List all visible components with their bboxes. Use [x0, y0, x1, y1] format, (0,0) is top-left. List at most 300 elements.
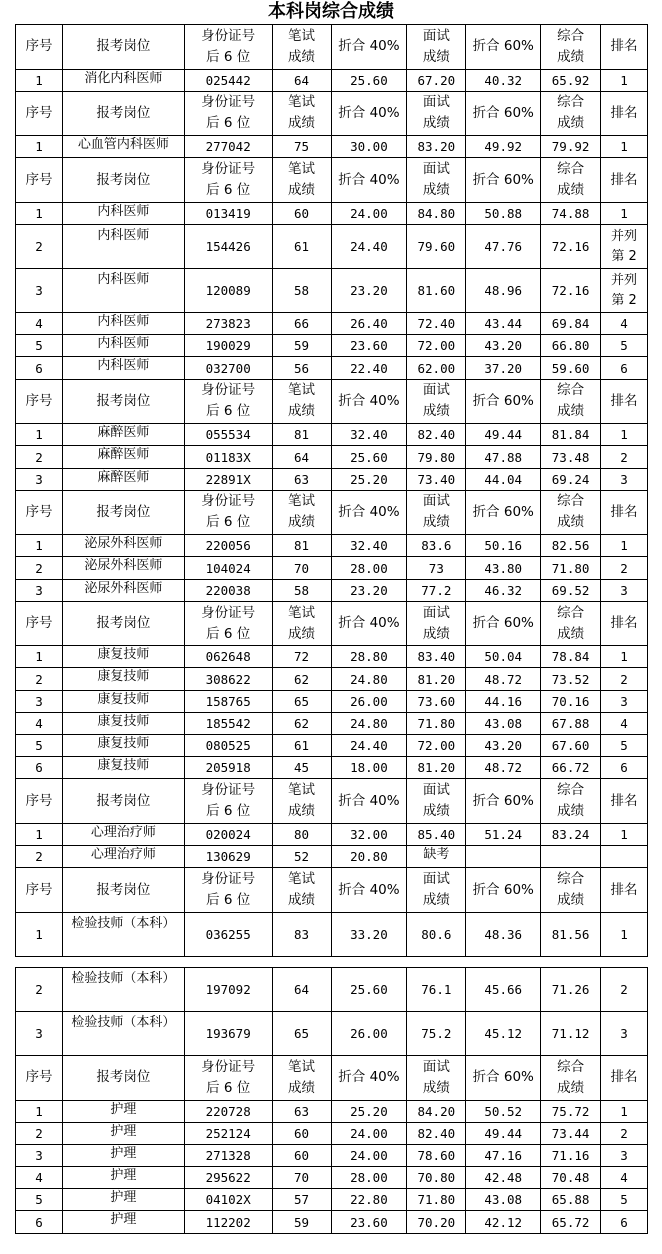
table-row — [16, 446, 647, 468]
cell-written: 81 — [273, 424, 332, 445]
cell-written: 45 — [273, 757, 332, 778]
cell-total: 73.48 — [541, 446, 601, 467]
header-id: 身份证号 后 6 位 — [185, 158, 273, 202]
cell-id: 252124 — [185, 1123, 273, 1144]
cell-rank: 5 — [620, 738, 628, 754]
cell-written: 65 — [273, 691, 332, 712]
cell-written: 70 — [273, 1167, 332, 1188]
cell-interview: 79.60 — [407, 225, 466, 268]
cell-position: 泌尿外科医师 — [63, 557, 185, 578]
cell-id: 295622 — [185, 1167, 273, 1188]
cell-position: 心理治疗师 — [63, 824, 185, 845]
header-interview: 面试 成绩 — [407, 779, 466, 823]
cell-w60: 50.16 — [466, 535, 541, 556]
cell-w60: 44.04 — [466, 469, 541, 490]
cell-interview: 75.2 — [407, 1012, 466, 1055]
cell-w40: 23.60 — [332, 335, 408, 356]
table-row — [16, 757, 647, 779]
cell-interview: 81.20 — [407, 668, 466, 689]
cell-seq: 3 — [16, 469, 63, 490]
cell-w60: 42.48 — [466, 1167, 541, 1188]
cell-w60: 40.32 — [466, 70, 541, 91]
header-total: 综合 成绩 — [541, 779, 601, 823]
cell-id: 104024 — [185, 557, 273, 578]
cell-seq: 4 — [16, 313, 63, 334]
cell-w40: 25.60 — [332, 446, 408, 467]
cell-w40: 23.20 — [332, 580, 408, 601]
cell-interview: 72.00 — [407, 335, 466, 356]
cell-total: 69.84 — [541, 313, 601, 334]
cell-id: 205918 — [185, 757, 273, 778]
header-interview: 面试 成绩 — [407, 868, 466, 912]
table-row — [16, 846, 647, 868]
cell-interview: 83.6 — [407, 535, 466, 556]
cell-w60: 45.12 — [466, 1012, 541, 1055]
cell-w40: 24.00 — [332, 203, 408, 224]
cell-position: 内科医师 — [63, 269, 185, 312]
cell-seq: 4 — [16, 713, 63, 734]
cell-total — [541, 846, 601, 867]
cell-w40: 26.40 — [332, 313, 408, 334]
cell-total: 69.52 — [541, 580, 601, 601]
cell-seq: 5 — [16, 335, 63, 356]
cell-total: 71.80 — [541, 557, 601, 578]
header-row — [16, 380, 647, 425]
header-rank: 排名 — [610, 38, 638, 55]
cell-position: 护理 — [63, 1145, 185, 1166]
table-row — [16, 203, 647, 225]
cell-interview: 80.6 — [407, 913, 466, 956]
cell-position: 心血管内科医师 — [63, 136, 185, 157]
cell-w60: 50.88 — [466, 203, 541, 224]
cell-written: 52 — [273, 846, 332, 867]
header-total: 综合 成绩 — [541, 868, 601, 912]
header-row — [16, 491, 647, 536]
cell-written: 60 — [273, 1123, 332, 1144]
cell-position: 内科医师 — [63, 203, 185, 224]
cell-w60: 46.32 — [466, 580, 541, 601]
cell-rank: 4 — [620, 316, 628, 332]
cell-interview: 83.20 — [407, 136, 466, 157]
header-rank: 排名 — [610, 392, 638, 409]
cell-id: 197092 — [185, 968, 273, 1011]
header-written: 笔试 成绩 — [273, 779, 332, 823]
cell-rank: 并列 第 2 — [611, 272, 638, 308]
table-row — [16, 824, 647, 846]
cell-interview: 77.2 — [407, 580, 466, 601]
cell-position: 心理治疗师 — [63, 846, 185, 867]
cell-total: 73.52 — [541, 668, 601, 689]
header-seq: 序号 — [16, 25, 63, 69]
cell-w40: 25.60 — [332, 968, 408, 1011]
cell-seq: 1 — [16, 70, 63, 91]
cell-position: 康复技师 — [63, 735, 185, 756]
cell-id: 220038 — [185, 580, 273, 601]
table-row — [16, 357, 647, 379]
cell-id: 271328 — [185, 1145, 273, 1166]
cell-w60: 45.66 — [466, 968, 541, 1011]
cell-written: 63 — [273, 1101, 332, 1122]
cell-total: 65.92 — [541, 70, 601, 91]
header-interview: 面试 成绩 — [407, 92, 466, 136]
cell-rank: 并列 第 2 — [611, 228, 638, 264]
cell-total: 69.24 — [541, 469, 601, 490]
cell-total: 67.60 — [541, 735, 601, 756]
table-row — [16, 691, 647, 713]
cell-position: 泌尿外科医师 — [63, 580, 185, 601]
cell-position: 康复技师 — [63, 668, 185, 689]
cell-interview: 70.80 — [407, 1167, 466, 1188]
cell-id: 055534 — [185, 424, 273, 445]
cell-w60: 43.44 — [466, 313, 541, 334]
header-position: 报考岗位 — [63, 158, 185, 202]
header-total: 综合 成绩 — [541, 158, 601, 202]
cell-w60: 49.44 — [466, 1123, 541, 1144]
cell-position: 内科医师 — [63, 335, 185, 356]
cell-total: 66.72 — [541, 757, 601, 778]
header-id: 身份证号 后 6 位 — [185, 602, 273, 646]
table-row — [16, 225, 647, 269]
header-id: 身份证号 后 6 位 — [185, 491, 273, 535]
cell-seq: 2 — [16, 1123, 63, 1144]
header-row — [16, 779, 647, 824]
cell-seq: 1 — [16, 1101, 63, 1122]
cell-w40: 24.40 — [332, 225, 408, 268]
cell-rank — [601, 846, 647, 867]
cell-w40: 20.80 — [332, 846, 408, 867]
cell-seq: 2 — [16, 557, 63, 578]
cell-id: 154426 — [185, 225, 273, 268]
cell-interview: 78.60 — [407, 1145, 466, 1166]
cell-total: 72.16 — [541, 269, 601, 312]
cell-written: 83 — [273, 913, 332, 956]
cell-w60: 37.20 — [466, 357, 541, 378]
cell-seq: 1 — [16, 535, 63, 556]
header-interview: 面试 成绩 — [407, 491, 466, 535]
cell-rank: 4 — [620, 1170, 628, 1186]
cell-rank: 3 — [620, 471, 628, 487]
cell-interview: 72.00 — [407, 735, 466, 756]
header-interview: 面试 成绩 — [407, 25, 466, 69]
header-w60: 折合 60% — [466, 1056, 541, 1100]
table-row — [16, 1189, 647, 1211]
header-total: 综合 成绩 — [541, 491, 601, 535]
cell-w40: 22.80 — [332, 1189, 408, 1210]
header-seq: 序号 — [16, 1056, 63, 1100]
header-position: 报考岗位 — [63, 491, 185, 535]
cell-written: 81 — [273, 535, 332, 556]
cell-w40: 24.40 — [332, 735, 408, 756]
cell-w60: 47.76 — [466, 225, 541, 268]
cell-w40: 25.20 — [332, 469, 408, 490]
cell-rank: 5 — [620, 338, 628, 354]
header-position: 报考岗位 — [63, 602, 185, 646]
header-id: 身份证号 后 6 位 — [185, 380, 273, 424]
header-rank: 排名 — [610, 1069, 638, 1086]
cell-rank: 2 — [620, 560, 628, 576]
header-rank: 排名 — [610, 171, 638, 188]
cell-seq: 6 — [16, 757, 63, 778]
cell-w40: 28.00 — [332, 1167, 408, 1188]
cell-seq: 6 — [16, 357, 63, 378]
cell-seq: 1 — [16, 424, 63, 445]
header-w40: 折合 40% — [332, 380, 408, 424]
cell-seq: 4 — [16, 1167, 63, 1188]
cell-interview: 82.40 — [407, 424, 466, 445]
cell-position: 护理 — [63, 1123, 185, 1144]
cell-position: 内科医师 — [63, 225, 185, 268]
cell-w60: 43.08 — [466, 713, 541, 734]
cell-id: 025442 — [185, 70, 273, 91]
cell-rank: 3 — [620, 582, 628, 598]
cell-id: 308622 — [185, 668, 273, 689]
cell-interview: 85.40 — [407, 824, 466, 845]
table-row — [16, 335, 647, 357]
cell-interview: 81.20 — [407, 757, 466, 778]
cell-interview: 73 — [407, 557, 466, 578]
cell-w60: 44.16 — [466, 691, 541, 712]
cell-rank: 1 — [620, 427, 628, 443]
header-position: 报考岗位 — [63, 25, 185, 69]
cell-id: 190029 — [185, 335, 273, 356]
header-interview: 面试 成绩 — [407, 380, 466, 424]
cell-seq: 3 — [16, 691, 63, 712]
scores-table-part-2 — [15, 967, 648, 1234]
cell-w40: 28.00 — [332, 557, 408, 578]
table-row — [16, 713, 647, 735]
table-row — [16, 1101, 647, 1123]
cell-interview: 84.80 — [407, 203, 466, 224]
cell-seq: 2 — [16, 846, 63, 867]
cell-total: 83.24 — [541, 824, 601, 845]
header-w40: 折合 40% — [332, 1056, 408, 1100]
table-row — [16, 580, 647, 602]
header-total: 综合 成绩 — [541, 380, 601, 424]
header-row — [16, 868, 647, 913]
header-row — [16, 92, 647, 137]
cell-w60: 48.96 — [466, 269, 541, 312]
cell-total: 71.12 — [541, 1012, 601, 1055]
cell-written: 58 — [273, 269, 332, 312]
cell-id: 277042 — [185, 136, 273, 157]
cell-total: 75.72 — [541, 1101, 601, 1122]
cell-written: 64 — [273, 968, 332, 1011]
header-written: 笔试 成绩 — [273, 380, 332, 424]
cell-written: 59 — [273, 335, 332, 356]
cell-seq: 1 — [16, 136, 63, 157]
cell-seq: 3 — [16, 1012, 63, 1055]
table-row — [16, 668, 647, 690]
header-w40: 折合 40% — [332, 92, 408, 136]
header-rank: 排名 — [610, 503, 638, 520]
cell-position: 麻醉医师 — [63, 446, 185, 467]
cell-total: 81.56 — [541, 913, 601, 956]
scores-table-part-1 — [15, 24, 648, 957]
cell-position: 泌尿外科医师 — [63, 535, 185, 556]
cell-written: 61 — [273, 225, 332, 268]
cell-seq: 1 — [16, 824, 63, 845]
cell-position: 麻醉医师 — [63, 424, 185, 445]
cell-w60: 42.12 — [466, 1211, 541, 1232]
cell-rank: 1 — [620, 649, 628, 665]
header-seq: 序号 — [16, 158, 63, 202]
table-row — [16, 1145, 647, 1167]
cell-interview: 83.40 — [407, 646, 466, 667]
header-position: 报考岗位 — [63, 92, 185, 136]
cell-w40: 32.40 — [332, 535, 408, 556]
cell-rank: 6 — [620, 760, 628, 776]
header-w40: 折合 40% — [332, 868, 408, 912]
cell-w40: 23.60 — [332, 1211, 408, 1232]
header-id: 身份证号 后 6 位 — [185, 1056, 273, 1100]
header-written: 笔试 成绩 — [273, 1056, 332, 1100]
cell-rank: 1 — [620, 139, 628, 155]
cell-id: 220728 — [185, 1101, 273, 1122]
header-total: 综合 成绩 — [541, 25, 601, 69]
header-written: 笔试 成绩 — [273, 158, 332, 202]
table-row — [16, 913, 647, 957]
header-w60: 折合 60% — [466, 158, 541, 202]
cell-rank: 2 — [620, 449, 628, 465]
cell-position: 护理 — [63, 1101, 185, 1122]
cell-interview: 79.80 — [407, 446, 466, 467]
cell-w40: 24.00 — [332, 1145, 408, 1166]
cell-interview: 84.20 — [407, 1101, 466, 1122]
header-w60: 折合 60% — [466, 602, 541, 646]
cell-w40: 24.80 — [332, 713, 408, 734]
cell-w60: 51.24 — [466, 824, 541, 845]
header-seq: 序号 — [16, 380, 63, 424]
header-rank: 排名 — [610, 881, 638, 898]
cell-written: 56 — [273, 357, 332, 378]
cell-w60: 43.08 — [466, 1189, 541, 1210]
table-row — [16, 70, 647, 92]
cell-w40: 24.80 — [332, 668, 408, 689]
table-row — [16, 1123, 647, 1145]
cell-total: 78.84 — [541, 646, 601, 667]
cell-id: 020024 — [185, 824, 273, 845]
cell-seq: 5 — [16, 735, 63, 756]
cell-interview: 67.20 — [407, 70, 466, 91]
cell-written: 62 — [273, 713, 332, 734]
cell-position: 消化内科医师 — [63, 70, 185, 91]
cell-w40: 25.60 — [332, 70, 408, 91]
cell-id: 062648 — [185, 646, 273, 667]
cell-id: 032700 — [185, 357, 273, 378]
cell-position: 检验技师（本科） — [63, 913, 185, 956]
cell-w60: 48.36 — [466, 913, 541, 956]
cell-written: 58 — [273, 580, 332, 601]
table-row — [16, 269, 647, 313]
header-seq: 序号 — [16, 491, 63, 535]
header-position: 报考岗位 — [63, 868, 185, 912]
cell-w60: 49.44 — [466, 424, 541, 445]
header-rank: 排名 — [610, 615, 638, 631]
cell-id: 112202 — [185, 1211, 273, 1232]
cell-total: 72.16 — [541, 225, 601, 268]
header-id: 身份证号 后 6 位 — [185, 92, 273, 136]
cell-total: 73.44 — [541, 1123, 601, 1144]
cell-written: 64 — [273, 446, 332, 467]
cell-interview: 72.40 — [407, 313, 466, 334]
cell-w60: 48.72 — [466, 668, 541, 689]
header-seq: 序号 — [16, 602, 63, 646]
header-total: 综合 成绩 — [541, 92, 601, 136]
cell-total: 66.80 — [541, 335, 601, 356]
cell-total: 82.56 — [541, 535, 601, 556]
cell-seq: 2 — [16, 668, 63, 689]
cell-seq: 2 — [16, 225, 63, 268]
table-row — [16, 646, 647, 668]
header-position: 报考岗位 — [63, 1056, 185, 1100]
cell-seq: 3 — [16, 1145, 63, 1166]
header-row — [16, 602, 647, 647]
cell-interview: 71.80 — [407, 1189, 466, 1210]
cell-id: 185542 — [185, 713, 273, 734]
cell-w40: 32.00 — [332, 824, 408, 845]
cell-interview: 73.60 — [407, 691, 466, 712]
cell-id: 04102X — [185, 1189, 273, 1210]
header-w40: 折合 40% — [332, 779, 408, 823]
header-id: 身份证号 后 6 位 — [185, 779, 273, 823]
cell-written: 57 — [273, 1189, 332, 1210]
header-id: 身份证号 后 6 位 — [185, 868, 273, 912]
cell-id: 01183X — [185, 446, 273, 467]
cell-id: 036255 — [185, 913, 273, 956]
cell-position: 康复技师 — [63, 646, 185, 667]
cell-rank: 1 — [620, 1103, 628, 1119]
cell-w60: 47.16 — [466, 1145, 541, 1166]
cell-rank: 1 — [620, 72, 628, 88]
cell-written: 80 — [273, 824, 332, 845]
cell-seq: 2 — [16, 968, 63, 1011]
cell-position: 护理 — [63, 1211, 185, 1232]
cell-seq: 6 — [16, 1211, 63, 1232]
cell-id: 193679 — [185, 1012, 273, 1055]
cell-w60: 49.92 — [466, 136, 541, 157]
header-position: 报考岗位 — [63, 779, 185, 823]
header-w60: 折合 60% — [466, 380, 541, 424]
cell-rank: 3 — [620, 1148, 628, 1164]
cell-rank: 6 — [620, 360, 628, 376]
cell-written: 63 — [273, 469, 332, 490]
header-row — [16, 1056, 647, 1101]
page-title: 本科岗综合成绩 — [268, 1, 394, 22]
cell-w40: 24.00 — [332, 1123, 408, 1144]
cell-interview: 62.00 — [407, 357, 466, 378]
cell-id: 158765 — [185, 691, 273, 712]
cell-id: 120089 — [185, 269, 273, 312]
cell-id: 080525 — [185, 735, 273, 756]
cell-w40: 22.40 — [332, 357, 408, 378]
header-w60: 折合 60% — [466, 92, 541, 136]
cell-total: 70.48 — [541, 1167, 601, 1188]
cell-total: 71.26 — [541, 968, 601, 1011]
cell-rank: 2 — [620, 671, 628, 687]
cell-total: 70.16 — [541, 691, 601, 712]
header-written: 笔试 成绩 — [273, 25, 332, 69]
header-w60: 折合 60% — [466, 25, 541, 69]
cell-total: 65.72 — [541, 1211, 601, 1232]
cell-total: 81.84 — [541, 424, 601, 445]
cell-rank: 3 — [620, 693, 628, 709]
header-written: 笔试 成绩 — [273, 868, 332, 912]
cell-position: 护理 — [63, 1189, 185, 1210]
header-written: 笔试 成绩 — [273, 602, 332, 646]
header-rank: 排名 — [610, 792, 638, 809]
cell-w60: 43.20 — [466, 735, 541, 756]
header-w40: 折合 40% — [332, 602, 408, 646]
